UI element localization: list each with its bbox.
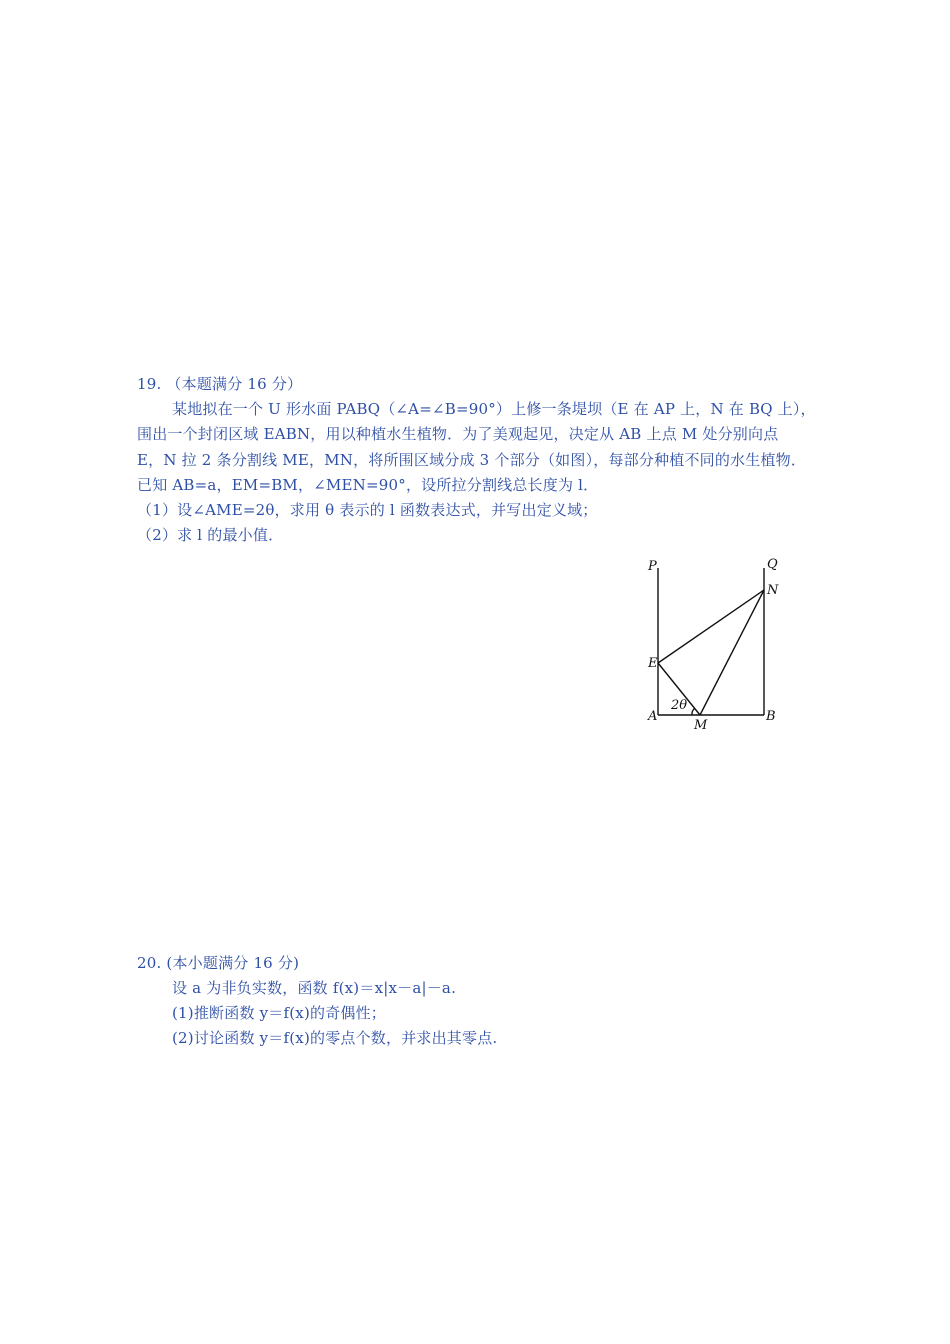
label-N: N (767, 583, 779, 598)
label-Q: Q (767, 557, 778, 572)
question-19-text-line-4: 已知 AB=a，EM=BM，∠MEN=90°，设所拉分割线总长度为 l． (137, 476, 599, 494)
label-B: B (766, 709, 776, 724)
angle-arc (692, 708, 695, 715)
question-20-subquestion-2: (2)讨论函数 y＝f(x)的零点个数，并求出其零点. (172, 1029, 498, 1047)
label-E: E (648, 656, 658, 671)
question-20-title: 20. (本小题满分 16 分) (137, 954, 300, 972)
line-EN (658, 590, 764, 663)
question-19-text-line-2: 围出一个封闭区域 EABN，用以种植水生植物．为了美观起见，决定从 AB 上点 M 处分别向点 (137, 425, 779, 443)
question-19-text-line-3: E，N 拉 2 条分割线 ME，MN，将所围区域分成 3 个部分（如图），每部分种植不同的水生植物． (137, 451, 807, 469)
label-P: P (648, 559, 657, 574)
question-19-title: 19. （本题满分 16 分） (137, 375, 303, 393)
label-angle-2theta: 2θ (671, 698, 688, 713)
question-19-subquestion-1: （1）设∠AME=2θ，求用 θ 表示的 l 函数表达式，并写出定义域； (137, 501, 598, 519)
question-19-text-line-1: 某地拟在一个 U 形水面 PABQ（∠A=∠B=90°）上修一条堤坝（E 在 AP 上，N 在 BQ 上）， (172, 400, 816, 418)
label-M: M (694, 718, 708, 733)
line-MN (700, 590, 764, 715)
label-A: A (648, 709, 658, 724)
question-19-subquestion-2: （2）求 l 的最小值． (137, 526, 284, 544)
question-20-text-line-1: 设 a 为非负实数，函数 f(x)＝x|x－a|－a. (172, 979, 457, 997)
geometry-figure (640, 550, 790, 735)
question-20-subquestion-1: (1)推断函数 y＝f(x)的奇偶性； (172, 1004, 387, 1022)
